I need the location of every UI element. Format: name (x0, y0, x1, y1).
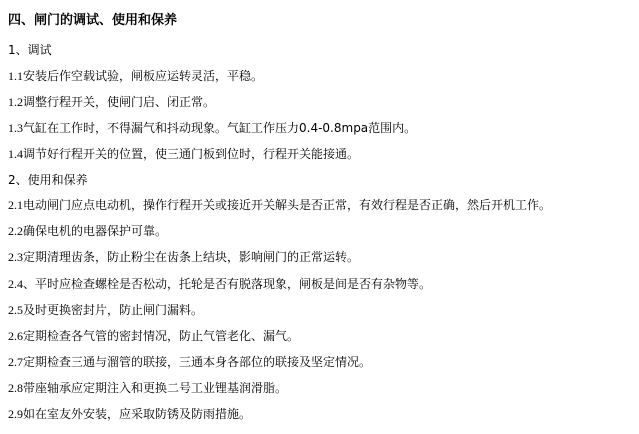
item-text: 2、使用和保养 (8, 173, 88, 187)
item-text: 调节好行程开关的位置，使三通门板到位时，行程开关能接通。 (23, 147, 360, 161)
subsection-title-use-maintenance (8, 171, 88, 189)
item-text: 及时更换密封片，防止闸门漏料。 (23, 303, 204, 317)
item-text: 调整行程开关，使闸门启、闭正常。 (23, 95, 216, 109)
item-number: 2.6 (8, 329, 23, 343)
list-item (8, 327, 299, 345)
list-item (8, 405, 251, 423)
list-item (8, 119, 416, 137)
item-text: 定期检查三通与溜管的联接，三通本身各部位的联接及坚定情况。 (23, 355, 372, 369)
list-item (8, 379, 287, 397)
item-number: 1.4 (8, 147, 23, 161)
item-text: 电动闸门应点电动机，操作行程开关或接近开关解头是否正常，有效行程是否正确，然后开机工作。 (23, 198, 552, 212)
item-text: 带座轴承应定期注入和更换二号工业锂基润滑脂。 (23, 381, 288, 395)
item-number: 1.2 (8, 95, 23, 109)
item-text: 定期清理齿条，防止粉尘在齿条上结块，影响闸门的正常运转。 (23, 250, 360, 264)
item-text: 、平时应检查螺栓是否松动，托轮是否有脱落现象，闸板是间是否有杂物等。 (23, 277, 432, 291)
list-item (8, 93, 215, 111)
list-item (8, 275, 431, 293)
item-number: 2.1 (8, 198, 23, 212)
item-number: 2.2 (8, 224, 23, 238)
list-item (8, 353, 371, 371)
item-number: 2.8 (8, 381, 23, 395)
item-number: 1.1 (8, 69, 23, 83)
list-item (8, 67, 263, 85)
item-number: 2.9 (8, 407, 23, 421)
list-item (8, 248, 359, 266)
list-item (8, 145, 359, 163)
item-text: 1、调试 (8, 43, 52, 57)
item-text: 气缸在工作时，不得漏气和抖动现象。气缸工作压力0.4-0.8mpa范围内。 (23, 121, 417, 135)
list-item (8, 196, 551, 214)
item-number: 1.3 (8, 121, 23, 135)
list-item (8, 301, 203, 319)
item-text: 安装后作空载试验，闸板应运转灵活，平稳。 (23, 69, 264, 83)
item-text: 定期检查各气管的密封情况，防止气管老化、漏气。 (23, 329, 300, 343)
item-number: 2.4 (8, 277, 23, 291)
section-heading: 四、闸门的调试、使用和保养 (8, 13, 178, 28)
list-item (8, 222, 167, 240)
item-number: 2.3 (8, 250, 23, 264)
item-text: 如在室友外安装，应采取防锈及防雨措施。 (23, 407, 252, 421)
subsection-title-debugging (8, 41, 52, 59)
item-number: 2.5 (8, 303, 23, 317)
item-number: 2.7 (8, 355, 23, 369)
item-text: 确保电机的电器保护可靠。 (23, 224, 168, 238)
